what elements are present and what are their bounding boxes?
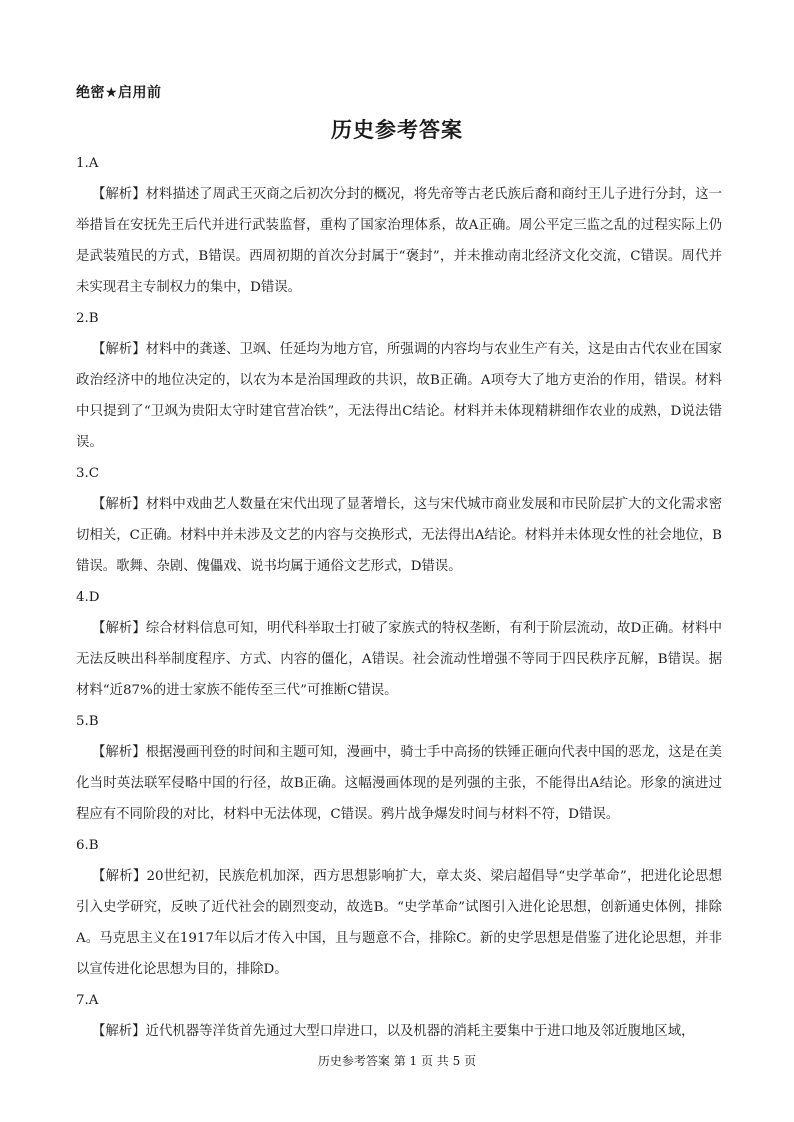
answer-explanation: 【解析】材料中的龚遂、卫飒、任延均为地方官，所强调的内容均与农业生产有关，这是由古代农业在国家政治经济中的地位决定的，以农为本是治国理政的共识，故B正确。A项夸大了地方吏治的作用，错误。材料中只提到了“卫飒为贵阳太守时建官营冶铁”，无法得出C结论。材料并未体现精耕细作农业的成熟，D说法错误。 [76, 342, 722, 450]
answer-item [76, 458, 722, 582]
answer-item [76, 303, 722, 458]
answer-explanation: 【解析】材料中戏曲艺人数量在宋代出现了显著增长，这与宋代城市商业发展和市民阶层扩大的文化需求密切相关，C正确。材料中并未涉及文艺的内容与交换形式，无法得出A结论。材料并未体现女性的社会地位，B错误。歌舞、杂剧、傀儡戏、说书均属于通俗文艺形式，D错误。 [76, 497, 722, 574]
answer-list [76, 148, 722, 1047]
page-footer: 历史参考答案 第 1 页 共 5 页 [317, 1054, 477, 1068]
answer-item [76, 148, 722, 303]
answer-item [76, 706, 722, 830]
answer-item [76, 582, 722, 706]
answer-explanation: 【解析】综合材料信息可知，明代科举取士打破了家族式的特权垄断，有利于阶层流动，故D正确。材料中无法反映出科举制度程序、方式、内容的僵化，A错误。社会流动性增强不等同于四民秩序瓦解，B错误。据材料“近87%的进士家族不能传至三代”可推断C错误。 [76, 621, 722, 698]
answer-item [76, 830, 722, 985]
answer-number: 7.A [76, 993, 99, 1008]
answer-number: 5.B [76, 714, 99, 729]
page-title: 历史参考答案 [331, 118, 463, 142]
answer-number: 4.D [76, 590, 100, 605]
answer-explanation: 【解析】20世纪初，民族危机加深，西方思想影响扩大，章太炎、梁启超倡导“史学革命”，把进化论思想引入史学研究，反映了近代社会的剧烈变动，故选B。“史学革命”试图引入进化论思想，创新通史体例，排除A。马克思主义在1917年以后才传入中国，且与题意不合，排除C。新的史学思想是借鉴了进化论思想，并非以宣传进化论思想为目的，排除D。 [76, 869, 722, 977]
confidential-label: 绝密★启用前 [76, 85, 162, 101]
answer-number: 3.C [76, 466, 100, 481]
answer-item [76, 985, 722, 1047]
answer-explanation: 【解析】材料描述了周武王灭商之后初次分封的概况，将先帝等古老氏族后裔和商纣王儿子进行分封，这一举措旨在安抚先王后代并进行武装监督，重构了国家治理体系，故A正确。周公平定三监之乱的过程实际上仍是武装殖民的方式，B错误。西周初期的首次分封属于“褒封”，并未推动南北经济文化交流，C错误。周代并未实现君主专制权力的集中，D错误。 [76, 187, 722, 295]
answer-explanation: 【解析】近代机器等洋货首先通过大型口岸进口，以及机器的消耗主要集中于进口地及邻近腹地区域， [92, 1024, 695, 1039]
answer-number: 2.B [76, 311, 99, 326]
answer-number: 6.B [76, 838, 99, 853]
answer-explanation: 【解析】根据漫画刊登的时间和主题可知，漫画中，骑士手中高扬的铁锤正砸向代表中国的恶龙，这是在美化当时英法联军侵略中国的行径，故B正确。这幅漫画体现的是列强的主张，不能得出A结论。形象的演进过程应有不同阶段的对比，材料中无法体现，C错误。鸦片战争爆发时间与材料不符，D错误。 [76, 745, 722, 822]
answer-number: 1.A [76, 156, 99, 171]
